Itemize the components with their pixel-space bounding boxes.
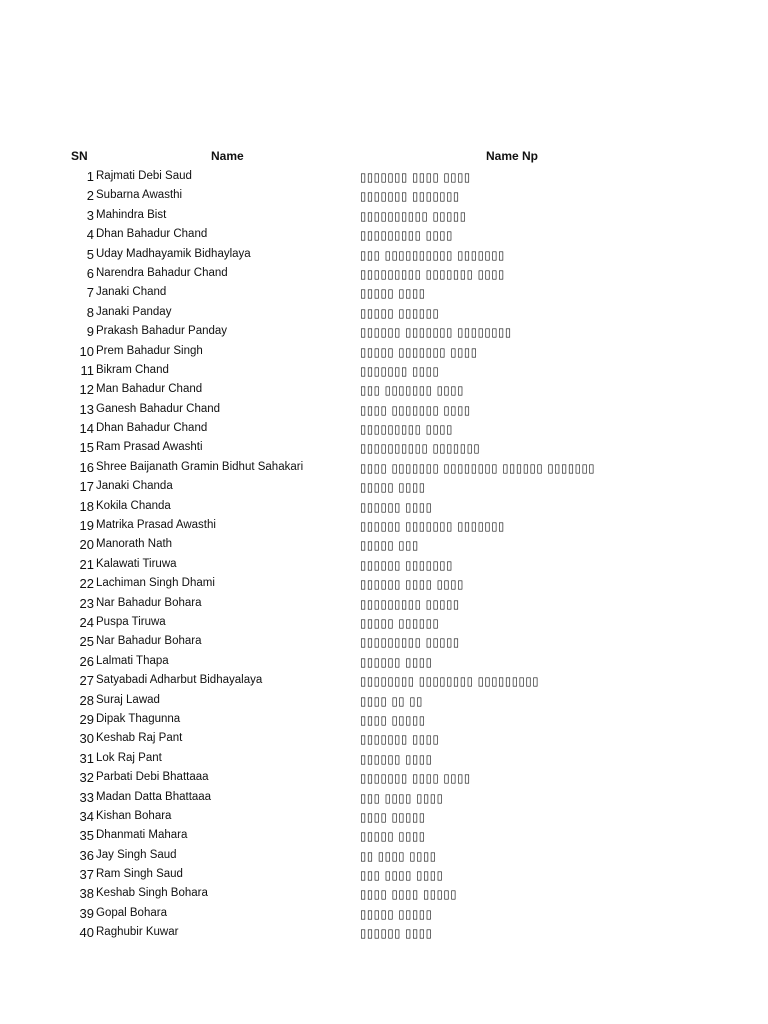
row-sn: 16 bbox=[79, 459, 94, 475]
row-name-np: ▯▯▯▯▯ ▯▯▯▯ bbox=[360, 480, 426, 495]
row-name-np: ▯▯▯▯ ▯▯▯▯▯▯▯ ▯▯▯▯ bbox=[360, 402, 471, 417]
row-name: Ganesh Bahadur Chand bbox=[96, 402, 221, 415]
row-name-np: ▯▯▯▯▯▯ ▯▯▯▯▯▯▯ ▯▯▯▯▯▯▯▯ bbox=[360, 325, 512, 340]
row-name: Nar Bahadur Bohara bbox=[96, 596, 202, 609]
table-row bbox=[0, 187, 768, 206]
table-row bbox=[0, 401, 768, 420]
row-name: Manorath Nath bbox=[96, 538, 173, 551]
row-sn: 4 bbox=[86, 227, 94, 243]
row-sn: 5 bbox=[86, 246, 94, 262]
row-name: Raghubir Kuwar bbox=[96, 926, 179, 939]
row-name: Gopal Bohara bbox=[96, 906, 167, 919]
row-name-np: ▯▯▯ ▯▯▯▯ ▯▯▯▯ bbox=[360, 790, 444, 805]
header-sn: SN bbox=[71, 149, 88, 163]
header-row bbox=[0, 149, 768, 165]
row-name: Jay Singh Saud bbox=[96, 848, 177, 861]
row-name-np: ▯▯▯▯▯▯▯ ▯▯▯▯ bbox=[360, 732, 440, 747]
row-name-np: ▯▯▯▯ ▯▯▯▯▯▯▯ ▯▯▯▯▯▯▯▯ ▯▯▯▯▯▯ ▯▯▯▯▯▯▯ bbox=[360, 460, 596, 475]
table-row bbox=[0, 672, 768, 691]
row-name: Rajmati Debi Saud bbox=[96, 170, 192, 182]
table-row bbox=[0, 924, 768, 943]
table-row bbox=[0, 207, 768, 226]
row-name: Janaki Chand bbox=[96, 286, 167, 299]
row-sn: 19 bbox=[79, 518, 94, 534]
row-sn: 7 bbox=[86, 285, 94, 301]
row-name-np: ▯▯▯▯▯▯ ▯▯▯▯▯▯▯ ▯▯▯▯▯▯▯ bbox=[360, 519, 505, 534]
row-name: Madan Datta Bhattaaa bbox=[96, 790, 212, 803]
table-row bbox=[0, 478, 768, 497]
row-name-np: ▯▯▯▯ ▯▯▯▯▯ bbox=[360, 809, 426, 824]
row-name: Nar Bahadur Bohara bbox=[96, 635, 202, 648]
row-name-np: ▯▯▯▯▯▯▯▯▯ ▯▯▯▯▯▯▯ ▯▯▯▯ bbox=[360, 266, 505, 281]
row-sn: 20 bbox=[79, 537, 94, 553]
row-name: Keshab Singh Bohara bbox=[96, 887, 208, 900]
row-sn: 32 bbox=[79, 770, 94, 786]
row-name: Kishan Bohara bbox=[96, 809, 172, 822]
table-row bbox=[0, 711, 768, 730]
table-row bbox=[0, 304, 768, 323]
row-name: Prem Bahadur Singh bbox=[96, 344, 203, 357]
table-row bbox=[0, 517, 768, 536]
row-sn: 24 bbox=[79, 614, 94, 630]
table-row bbox=[0, 556, 768, 575]
row-sn: 26 bbox=[79, 653, 94, 669]
row-name: Shree Baijanath Gramin Bidhut Sahakari bbox=[96, 460, 304, 473]
row-name-np: ▯▯▯ ▯▯▯▯▯▯▯ ▯▯▯▯ bbox=[360, 383, 464, 398]
row-name: Janaki Panday bbox=[96, 305, 172, 318]
row-name: Dhan Bahadur Chand bbox=[96, 228, 208, 241]
row-name-np: ▯▯▯▯▯▯▯ ▯▯▯▯ ▯▯▯▯ bbox=[360, 771, 471, 786]
row-sn: 25 bbox=[79, 634, 94, 650]
row-name-np: ▯▯▯ ▯▯▯▯▯▯▯▯▯▯ ▯▯▯▯▯▯▯ bbox=[360, 247, 505, 262]
row-sn: 15 bbox=[79, 440, 94, 456]
row-sn: 33 bbox=[79, 789, 94, 805]
table-row bbox=[0, 905, 768, 924]
data-rows bbox=[0, 168, 768, 944]
row-name: Parbati Debi Bhattaaa bbox=[96, 771, 209, 784]
table-row bbox=[0, 633, 768, 652]
row-name-np: ▯▯▯▯▯ ▯▯▯▯▯▯▯ ▯▯▯▯ bbox=[360, 344, 478, 359]
table-row bbox=[0, 866, 768, 885]
row-sn: 10 bbox=[79, 343, 94, 359]
table-row bbox=[0, 459, 768, 478]
row-sn: 27 bbox=[79, 673, 94, 689]
row-name: Kokila Chanda bbox=[96, 499, 171, 512]
row-name-np: ▯▯▯▯▯ ▯▯▯▯ bbox=[360, 829, 426, 844]
row-name: Satyabadi Adharbut Bidhayalaya bbox=[96, 674, 263, 687]
table-row bbox=[0, 439, 768, 458]
row-name: Ram Singh Saud bbox=[96, 868, 183, 881]
row-name-np: ▯▯▯▯ ▯▯▯▯ ▯▯▯▯▯ bbox=[360, 887, 458, 902]
row-name-np: ▯▯▯▯ ▯▯ ▯▯ bbox=[360, 693, 423, 708]
table-row bbox=[0, 808, 768, 827]
row-name: Narendra Bahadur Chand bbox=[96, 266, 228, 279]
row-name-np: ▯▯▯▯▯▯▯▯▯ ▯▯▯▯ bbox=[360, 228, 453, 243]
row-sn: 36 bbox=[79, 847, 94, 863]
row-name: Dhanmati Mahara bbox=[96, 829, 188, 842]
row-name: Kalawati Tiruwa bbox=[96, 557, 177, 570]
row-sn: 14 bbox=[79, 421, 94, 437]
row-name-np: ▯▯▯▯▯▯▯ ▯▯▯▯ bbox=[360, 363, 440, 378]
row-name: Ram Prasad Awashti bbox=[96, 441, 203, 454]
table-row bbox=[0, 730, 768, 749]
row-name-np: ▯▯▯▯▯▯▯▯▯▯ ▯▯▯▯▯ bbox=[360, 208, 467, 223]
table-row bbox=[0, 246, 768, 265]
row-name-np: ▯▯▯▯▯▯ ▯▯▯▯▯▯▯ bbox=[360, 557, 453, 572]
table-row bbox=[0, 420, 768, 439]
header-name-np: Name Np bbox=[486, 149, 539, 163]
row-sn: 13 bbox=[79, 401, 94, 417]
table-row bbox=[0, 885, 768, 904]
table-row bbox=[0, 769, 768, 788]
row-name-np: ▯▯▯▯▯▯▯▯▯ ▯▯▯▯▯ bbox=[360, 635, 460, 650]
row-sn: 37 bbox=[79, 867, 94, 883]
table-row bbox=[0, 343, 768, 362]
row-name-np: ▯▯▯▯▯▯▯▯▯ ▯▯▯▯ bbox=[360, 422, 453, 437]
row-name-np: ▯▯▯▯▯ ▯▯▯▯▯▯ bbox=[360, 305, 440, 320]
row-sn: 38 bbox=[79, 886, 94, 902]
table-row bbox=[0, 827, 768, 846]
table-row bbox=[0, 323, 768, 342]
row-name: Subarna Awasthi bbox=[96, 189, 183, 202]
row-sn: 18 bbox=[79, 498, 94, 514]
row-sn: 17 bbox=[79, 479, 94, 495]
row-name: Bikram Chand bbox=[96, 363, 169, 376]
row-name-np: ▯▯▯▯▯▯▯ ▯▯▯▯ ▯▯▯▯ bbox=[360, 170, 471, 184]
row-name: Dhan Bahadur Chand bbox=[96, 422, 208, 435]
row-sn: 39 bbox=[79, 905, 94, 921]
row-sn: 23 bbox=[79, 595, 94, 611]
row-name-np: ▯▯▯▯ ▯▯▯▯▯ bbox=[360, 712, 426, 727]
row-name-np: ▯▯▯▯▯ ▯▯▯▯ bbox=[360, 286, 426, 301]
table-row bbox=[0, 381, 768, 400]
row-name-np: ▯▯▯▯▯▯ ▯▯▯▯ ▯▯▯▯ bbox=[360, 577, 464, 592]
row-name: Dipak Thagunna bbox=[96, 712, 181, 725]
row-name-np: ▯▯▯▯▯▯▯▯▯ ▯▯▯▯▯ bbox=[360, 596, 460, 611]
table-row bbox=[0, 168, 768, 187]
table-row bbox=[0, 536, 768, 555]
row-sn: 8 bbox=[86, 304, 94, 320]
table-row bbox=[0, 653, 768, 672]
table-row bbox=[0, 847, 768, 866]
row-name-np: ▯▯▯▯▯▯ ▯▯▯▯ bbox=[360, 926, 433, 941]
row-sn: 21 bbox=[79, 556, 94, 572]
table-row bbox=[0, 265, 768, 284]
row-sn: 35 bbox=[79, 828, 94, 844]
row-sn: 12 bbox=[79, 382, 94, 398]
row-name: Suraj Lawad bbox=[96, 693, 160, 706]
row-name: Uday Madhayamik Bidhaylaya bbox=[96, 247, 251, 260]
row-name-np: ▯▯▯▯▯▯ ▯▯▯▯ bbox=[360, 751, 433, 766]
table-row bbox=[0, 284, 768, 303]
row-name: Puspa Tiruwa bbox=[96, 615, 166, 628]
row-name-np: ▯▯▯▯▯▯ ▯▯▯▯ bbox=[360, 499, 433, 514]
table-row bbox=[0, 595, 768, 614]
row-name-np: ▯▯▯▯▯ ▯▯▯ bbox=[360, 538, 419, 553]
row-name-np: ▯▯▯▯▯▯ ▯▯▯▯ bbox=[360, 654, 433, 669]
row-name: Keshab Raj Pant bbox=[96, 732, 183, 745]
row-name: Mahindra Bist bbox=[96, 208, 167, 221]
table-row bbox=[0, 614, 768, 633]
table-row bbox=[0, 362, 768, 381]
row-name: Janaki Chanda bbox=[96, 480, 173, 493]
row-sn: 9 bbox=[86, 324, 94, 340]
row-sn: 3 bbox=[86, 207, 94, 223]
row-name: Lok Raj Pant bbox=[96, 751, 162, 764]
row-name: Lalmati Thapa bbox=[96, 654, 169, 667]
table-row bbox=[0, 789, 768, 808]
row-sn: 22 bbox=[79, 576, 94, 592]
row-sn: 40 bbox=[79, 925, 94, 941]
row-name-np: ▯▯▯▯▯▯▯ ▯▯▯▯▯▯▯ bbox=[360, 189, 460, 204]
table-row bbox=[0, 498, 768, 517]
row-name: Matrika Prasad Awasthi bbox=[96, 519, 216, 532]
row-sn: 6 bbox=[86, 265, 94, 281]
table-row bbox=[0, 692, 768, 711]
row-name: Man Bahadur Chand bbox=[96, 383, 203, 396]
row-sn: 28 bbox=[79, 692, 94, 708]
table-row bbox=[0, 226, 768, 245]
row-name: Lachiman Singh Dhami bbox=[96, 577, 215, 590]
row-name-np: ▯▯▯▯▯ ▯▯▯▯▯▯ bbox=[360, 615, 440, 630]
row-sn: 11 bbox=[80, 362, 94, 378]
row-sn: 31 bbox=[79, 750, 94, 766]
table-row bbox=[0, 750, 768, 769]
row-sn: 1 bbox=[86, 169, 94, 184]
row-name-np: ▯▯▯▯▯▯▯▯▯▯ ▯▯▯▯▯▯▯ bbox=[360, 441, 481, 456]
row-name-np: ▯▯ ▯▯▯▯ ▯▯▯▯ bbox=[360, 848, 437, 863]
row-name: Prakash Bahadur Panday bbox=[96, 325, 228, 338]
row-sn: 30 bbox=[79, 731, 94, 747]
header-name: Name bbox=[211, 149, 244, 163]
row-sn: 2 bbox=[86, 188, 94, 204]
row-name-np: ▯▯▯▯▯▯▯▯ ▯▯▯▯▯▯▯▯ ▯▯▯▯▯▯▯▯▯ bbox=[360, 674, 540, 689]
row-name-np: ▯▯▯▯▯ ▯▯▯▯▯ bbox=[360, 906, 433, 921]
row-sn: 29 bbox=[79, 711, 94, 727]
row-sn: 34 bbox=[79, 808, 94, 824]
row-name-np: ▯▯▯ ▯▯▯▯ ▯▯▯▯ bbox=[360, 868, 444, 883]
table-row bbox=[0, 575, 768, 594]
